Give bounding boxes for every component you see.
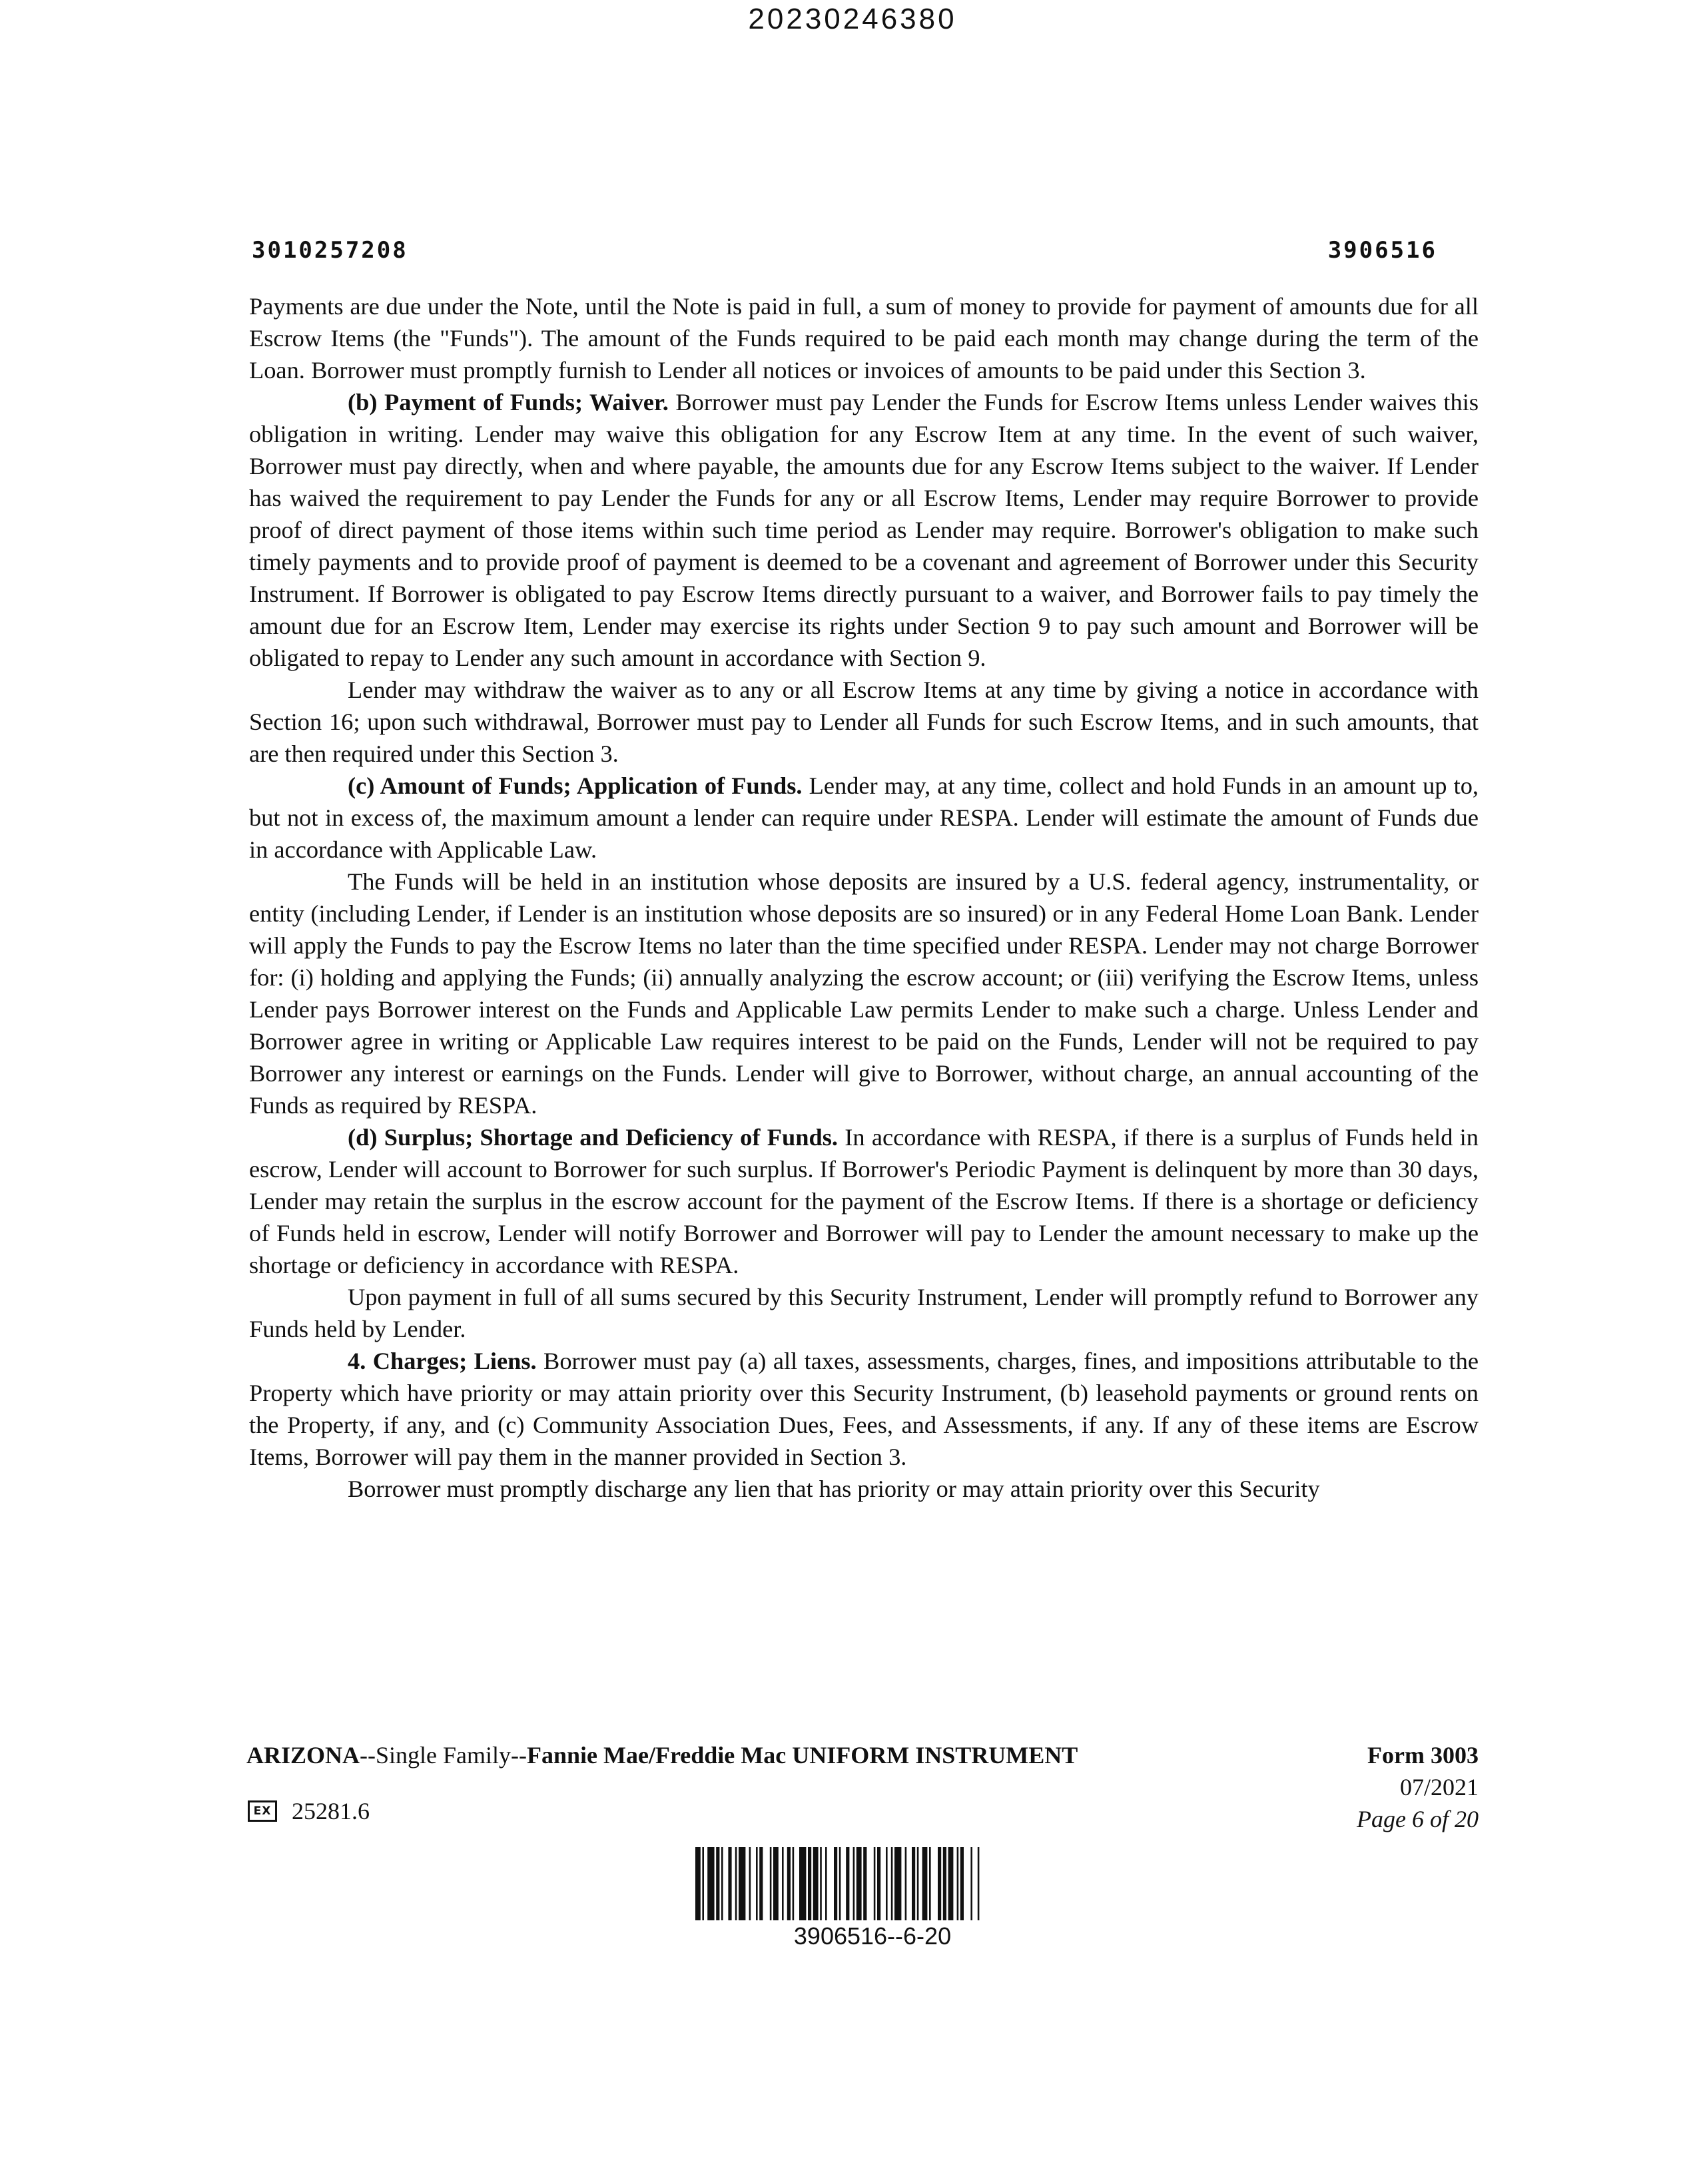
barcode-bar bbox=[891, 1847, 893, 1920]
barcode-bar bbox=[970, 1847, 972, 1920]
barcode-bar bbox=[856, 1847, 862, 1920]
barcode-block bbox=[693, 1847, 1052, 1951]
barcode-bar bbox=[874, 1847, 876, 1920]
heading-amount-of-funds: (c) Amount of Funds; Application of Funds. bbox=[348, 772, 803, 799]
barcode-bar bbox=[853, 1847, 855, 1920]
barcode-bar bbox=[917, 1847, 919, 1920]
barcode-bar bbox=[759, 1847, 763, 1920]
text-amount-of-funds: Lender may, at any time, collect and hold Funds in an amount up to, but not in excess of, the maximum amount a lender can require under RESPA. Lender will estimate the amount of Funds due in accordance with Applicable Law. bbox=[249, 772, 1479, 863]
barcode-bar bbox=[846, 1847, 849, 1920]
document-body bbox=[249, 290, 1479, 1505]
heading-charges-liens: 4. Charges; Liens. bbox=[348, 1348, 537, 1374]
barcode-bar bbox=[749, 1847, 751, 1920]
barcode-bar bbox=[808, 1847, 811, 1920]
paragraph-withdraw-waiver: Lender may withdraw the waiver as to any or all Escrow Items at any time by giving a notice in accordance with Section 16; upon such withdrawal, Borrower must pay to Lender all Funds for such Escrow Items, and in such amounts, that are then required under this Section 3. bbox=[249, 677, 1479, 767]
barcode-bar bbox=[825, 1847, 827, 1920]
barcode-bar bbox=[957, 1847, 959, 1920]
form-meta bbox=[1357, 1739, 1479, 1835]
text-charges-liens: Borrower must pay (a) all taxes, assessments, charges, fines, and impositions attributable to the Property which have priority or may attain priority over this Security Instrument, (b) leasehold payments or ground rents on the Property, if any, and (c) Community Association Dues, Fees, and Assessments, if any. If any of these items are Escrow Items, Borrower will pay them in the manner provided in Section 3. bbox=[249, 1348, 1479, 1470]
barcode-bar bbox=[813, 1847, 819, 1920]
barcode-bar bbox=[978, 1847, 980, 1920]
barcode-bar bbox=[735, 1847, 737, 1920]
form-family: --Single Family-- bbox=[360, 1742, 527, 1769]
heading-payment-of-funds: (b) Payment of Funds; Waiver. bbox=[348, 389, 669, 415]
paragraph-discharge-lien: Borrower must promptly discharge any lien that has priority or may attain priority over this Security bbox=[348, 1476, 1320, 1502]
barcode-bar bbox=[721, 1847, 723, 1920]
loan-number-left: 3010257208 bbox=[252, 237, 408, 264]
barcode-bar bbox=[702, 1847, 704, 1920]
page-number: Page 6 of 20 bbox=[1357, 1806, 1479, 1832]
barcode-bar bbox=[960, 1847, 964, 1920]
paragraph-charges-liens bbox=[249, 1345, 1479, 1473]
recording-number: 20230246380 bbox=[748, 3, 957, 35]
loan-number-right: 3906516 bbox=[1327, 237, 1437, 264]
barcode-bar bbox=[922, 1847, 928, 1920]
barcode-bar bbox=[787, 1847, 791, 1920]
barcode-bar bbox=[929, 1847, 931, 1920]
barcode-bar bbox=[739, 1847, 745, 1920]
form-instrument: Fannie Mae/Freddie Mac UNIFORM INSTRUMENT bbox=[526, 1742, 1078, 1769]
document-code-number: 25281.6 bbox=[292, 1798, 370, 1824]
barcode-bar bbox=[938, 1847, 941, 1920]
barcode-bar bbox=[886, 1847, 888, 1920]
text-surplus-shortage: In accordance with RESPA, if there is a surplus of Funds held in escrow, Lender will account to Borrower for such surplus. If Borrower's Periodic Payment is delinquent by more than 30 days, Lender may retain the surplus in the escrow account for the payment of the Escrow Items. If there is a shortage or deficiency of Funds held in escrow, Lender will notify Borrower and Borrower will pay to Lender the amount necessary to make up the shortage or deficiency in accordance with RESPA. bbox=[249, 1124, 1479, 1278]
barcode-bar bbox=[793, 1847, 795, 1920]
loan-number-header bbox=[252, 237, 1437, 264]
barcode-bar bbox=[799, 1847, 806, 1920]
barcode-bar bbox=[756, 1847, 758, 1920]
barcode-bar bbox=[716, 1847, 719, 1920]
document-code bbox=[248, 1795, 370, 1827]
barcode-bar bbox=[707, 1847, 714, 1920]
barcode-bar bbox=[912, 1847, 915, 1920]
barcode-bar bbox=[943, 1847, 946, 1920]
paragraph-payment-of-funds bbox=[249, 386, 1479, 674]
paragraph-funds-held: The Funds will be held in an institution whose deposits are insured by a U.S. federal agency, instrumentality, or entity (including Lender, if Lender is an institution whose deposits are so insured) or in any Federal Home Loan Bank. Lender will apply the Funds to pay the Escrow Items no later than the time specified under RESPA. Lender may not charge Borrower for: (i) holding and applying the Funds; (ii) annually analyzing the escrow account; or (iii) verifying the Escrow Items, unless Lender pays Borrower interest on the Funds and Applicable Law permits Lender to make such a charge. Unless Lender and Borrower agree in writing or Applicable Law requires interest to be paid on the Funds, Lender will not be required to pay Borrower any interest or earnings on the Funds. Lender will give to Borrower, without charge, an annual accounting of the Funds as required by RESPA. bbox=[249, 868, 1479, 1119]
text-payment-of-funds: Borrower must pay Lender the Funds for Escrow Items unless Lender waives this obligation in writing. Lender may waive this obligation for any Escrow Item at any time. In the event of such waiver, Borrower must pay directly, when and where payable, the amounts due for any Escrow Items subject to the waiver. If Lender has waived the requirement to pay Lender the Funds for any or all Escrow Items, Lender may require Borrower to provide proof of direct payment of those items within such time period as Lender may require. Borrower's obligation to make such timely payments and to provide proof of payment is deemed to be a covenant and agreement of Borrower under this Security Instrument. If Borrower is obligated to pay Escrow Items directly pursuant to a waiver, and Borrower fails to pay timely the amount due for an Escrow Item, Lender may exercise its rights under Section 9 to pay such amount and Borrower will be obligated to repay to Lender any such amount in accordance with Section 9. bbox=[249, 389, 1479, 671]
barcode-bar bbox=[894, 1847, 901, 1920]
barcode-icon bbox=[693, 1847, 1052, 1920]
form-date: 07/2021 bbox=[1399, 1774, 1479, 1800]
paragraph-amount-of-funds bbox=[249, 770, 1479, 866]
barcode-bar bbox=[948, 1847, 954, 1920]
ex-logo-icon: EX bbox=[248, 1800, 277, 1822]
barcode-bar bbox=[905, 1847, 907, 1920]
barcode-bar bbox=[773, 1847, 779, 1920]
heading-surplus-shortage: (d) Surplus; Shortage and Deficiency of Funds. bbox=[348, 1124, 838, 1151]
barcode-number: 3906516--6-20 bbox=[793, 1922, 952, 1950]
paragraph-refund: Upon payment in full of all sums secured by this Security Instrument, Lender will promptly refund to Borrower any Funds held by Lender. bbox=[249, 1284, 1479, 1342]
barcode-bar bbox=[695, 1847, 701, 1920]
form-title bbox=[246, 1739, 1078, 1771]
form-state: ARIZONA bbox=[246, 1742, 360, 1769]
barcode-bar bbox=[782, 1847, 784, 1920]
paragraph-escrow-payments: Payments are due under the Note, until the Note is paid in full, a sum of money to provide for payment of amounts due for all Escrow Items (the "Funds"). The amount of the Funds required to be paid each month may change during the term of the Loan. Borrower must promptly furnish to Lender all notices or invoices of amounts to be paid under this Section 3. bbox=[249, 293, 1479, 384]
barcode-bar bbox=[834, 1847, 837, 1920]
barcode-bar bbox=[839, 1847, 841, 1920]
paragraph-surplus-shortage bbox=[249, 1121, 1479, 1281]
barcode-bar bbox=[863, 1847, 866, 1920]
barcode-bar bbox=[770, 1847, 772, 1920]
barcode-bar bbox=[877, 1847, 880, 1920]
barcode-bar bbox=[820, 1847, 822, 1920]
form-number: Form 3003 bbox=[1367, 1742, 1479, 1769]
barcode-bar bbox=[728, 1847, 731, 1920]
